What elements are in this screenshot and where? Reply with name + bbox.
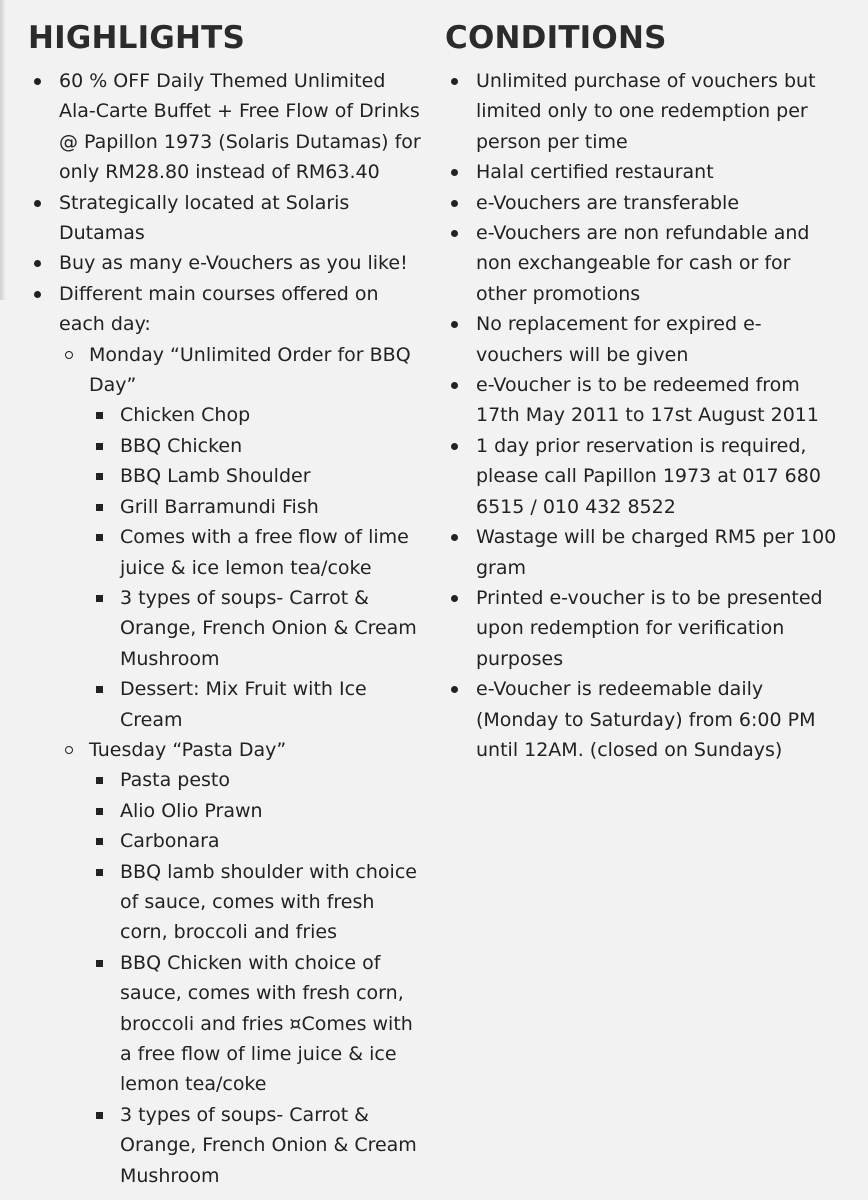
conditions-title: CONDITIONS	[445, 20, 667, 56]
highlight-item: Buy as many e-Vouchers as you like!	[28, 248, 428, 278]
condition-item: Printed e-voucher is to be presented upon redemption for verification purposes	[445, 583, 845, 674]
condition-item: No replacement for expired e-vouchers will be given	[445, 309, 845, 370]
menu-item: 3 types of soups- Carrot & Orange, French Onion & Cream Mushroom	[89, 583, 428, 674]
menu-item: BBQ lamb shoulder with choice of sauce, comes with fresh corn, broccoli and fries	[89, 857, 428, 948]
condition-item: Unlimited purchase of vouchers but limited only to one redemption per person per time	[445, 66, 845, 157]
menu-item: Comes with a free flow of lime juice & ice lemon tea/coke	[89, 522, 428, 583]
condition-item: 1 day prior reservation is required, please call Papillon 1973 at 017 680 6515 / 010 432 8522	[445, 431, 845, 522]
menu-item: Grill Barramundi Fish	[89, 492, 428, 522]
condition-item: e-Vouchers are transferable	[445, 188, 845, 218]
conditions-list	[445, 66, 845, 765]
menu-item: BBQ Chicken with choice of sauce, comes with fresh corn, broccoli and fries ¤Comes with a free flow of lime juice & ice lemon tea/coke	[89, 948, 428, 1100]
conditions-section	[445, 18, 845, 765]
highlights-section	[28, 18, 428, 1191]
monday-menu-list	[89, 400, 428, 734]
day-item-monday: Monday “Unlimited Order for BBQ Day” Chicken Chop BBQ Chicken BBQ Lamb Shoulder Grill Barramundi Fish Comes with a free flow of lime juice & ice lemon tea/coke 3 types of soups- Carrot & Orange, French Onion & Cream Mushroom Dessert: Mix Fruit with Ice Cream	[59, 340, 428, 735]
condition-item: e-Voucher is redeemable daily (Monday to Saturday) from 6:00 PM until 12AM. (closed on Sundays)	[445, 674, 845, 765]
menu-item: Pasta pesto	[89, 765, 428, 795]
highlight-item: Different main courses offered on each day: Monday “Unlimited Order for BBQ Day” Chicken Chop BBQ Chicken BBQ Lamb Shoulder Grill Barramundi Fish Comes with a free flow of lime juice & ice lemon tea/coke 3 types of soups- Carrot & Orange, French Onion & Cream Mushroom Dessert: Mix Fruit with Ice Cream Tuesday “Pasta Day” Pasta pesto Alio Olio Prawn Carbonara BBQ lamb shoulder with choice of sauce, comes with fresh corn, broccoli and fries BBQ Chicken with choice of sauce, comes with fresh corn, broccoli and fries ¤Comes with a free flow of lime juice & ice lemon tea/coke 3 types of soups- Carrot & Orange, French Onion & Cream Mushroom	[28, 279, 428, 1191]
menu-item: Chicken Chop	[89, 400, 428, 430]
highlight-item: Strategically located at Solaris Dutamas	[28, 188, 428, 249]
menu-item: BBQ Chicken	[89, 431, 428, 461]
left-edge-shadow	[0, 0, 6, 300]
menu-item: Carbonara	[89, 826, 428, 856]
day-item-tuesday: Tuesday “Pasta Day” Pasta pesto Alio Olio Prawn Carbonara BBQ lamb shoulder with choice of sauce, comes with fresh corn, broccoli and fries BBQ Chicken with choice of sauce, comes with fresh corn, broccoli and fries ¤Comes with a free flow of lime juice & ice lemon tea/coke 3 types of soups- Carrot & Orange, French Onion & Cream Mushroom	[59, 735, 428, 1191]
menu-item: 3 types of soups- Carrot & Orange, French Onion & Cream Mushroom	[89, 1100, 428, 1191]
condition-item: e-Voucher is to be redeemed from 17th May 2011 to 17st August 2011	[445, 370, 845, 431]
highlights-title: HIGHLIGHTS	[28, 20, 246, 56]
highlights-list	[28, 66, 428, 1191]
menu-item: Dessert: Mix Fruit with Ice Cream	[89, 674, 428, 735]
menu-item: Alio Olio Prawn	[89, 796, 428, 826]
condition-item: Wastage will be charged RM5 per 100 gram	[445, 522, 845, 583]
highlight-item: 60 % OFF Daily Themed Unlimited Ala-Carte Buffet + Free Flow of Drinks @ Papillon 1973 (Solaris Dutamas) for only RM28.80 instead of RM63.40	[28, 66, 428, 188]
days-list	[59, 340, 428, 1191]
menu-item: BBQ Lamb Shoulder	[89, 461, 428, 491]
condition-item: Halal certified restaurant	[445, 157, 845, 187]
condition-item: e-Vouchers are non refundable and non exchangeable for cash or for other promotions	[445, 218, 845, 309]
tuesday-menu-list	[89, 765, 428, 1191]
